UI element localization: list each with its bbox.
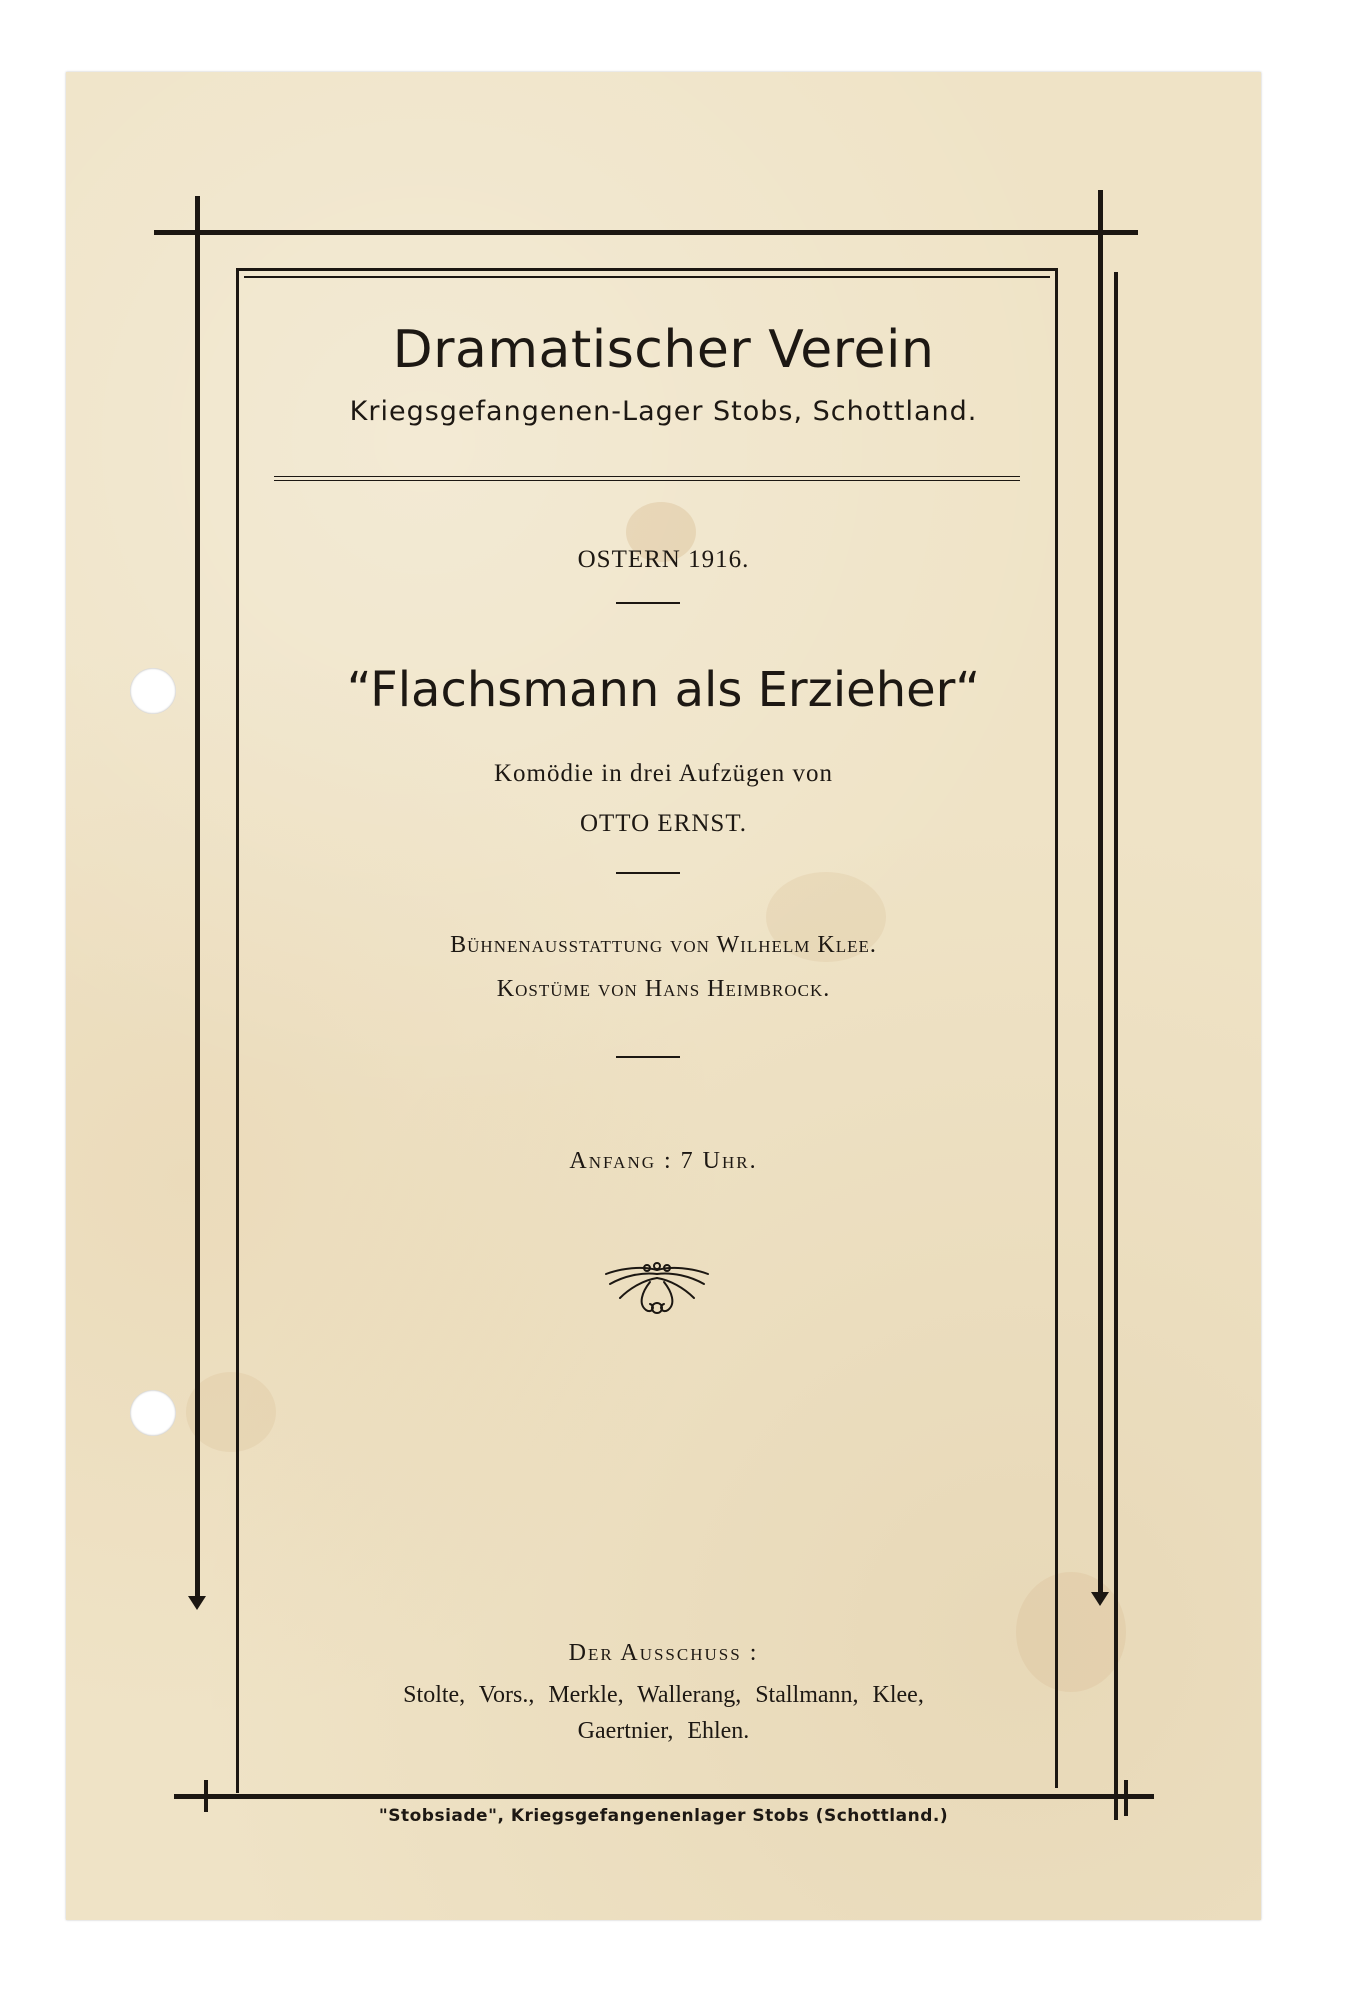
printer-imprint: "Stobsiade", Kriegsgefangenenlager Stobs (Schottland.) [378, 1806, 949, 1826]
stage-credit: Bühnenausstattung von Wilhelm Klee. [450, 932, 877, 958]
frame-top-rule [154, 230, 1138, 235]
punch-hole [130, 1390, 176, 1436]
committee-heading: Der Ausschuss : [568, 1640, 759, 1666]
frame-inner-top-rule [236, 268, 1058, 271]
frame-bottom-rule [174, 1794, 1154, 1799]
scroll-ornament-icon [602, 1260, 712, 1322]
section-dash [616, 1056, 680, 1058]
header-divider-2 [274, 480, 1020, 481]
play-author: OTTO ERNST. [579, 810, 748, 837]
play-genre: Komödie in drei Aufzügen von [493, 760, 834, 787]
society-subtitle: Kriegsgefangenen-Lager Stobs, Schottland. [349, 396, 978, 427]
committee-members-2: Gaertnier, Ehlen. [577, 1718, 750, 1744]
arrow-down-icon [1091, 1592, 1109, 1606]
committee-members: Stolte, Vors., Merkle, Wallerang, Stallmann, Klee, [403, 1682, 924, 1708]
section-dash [616, 602, 680, 604]
section-dash [616, 872, 680, 874]
program-sheet [66, 72, 1261, 1920]
frame-inner-left-rule [236, 268, 239, 1793]
frame-inner-top-rule-2 [244, 276, 1050, 278]
frame-right-far-rule [1114, 272, 1118, 1820]
start-time: Anfang : 7 Uhr. [569, 1148, 758, 1174]
arrow-down-icon [188, 1596, 206, 1610]
event-date: OSTERN 1916. [577, 546, 750, 573]
costume-credit: Kostüme von Hans Heimbrock. [496, 976, 831, 1002]
society-title: Dramatischer Verein [392, 320, 935, 380]
play-title: “Flachsmann als Erzieher“ [346, 662, 981, 718]
header-divider [274, 476, 1020, 477]
frame-inner-right-rule [1055, 268, 1058, 1788]
paper-stain [1016, 1572, 1126, 1692]
